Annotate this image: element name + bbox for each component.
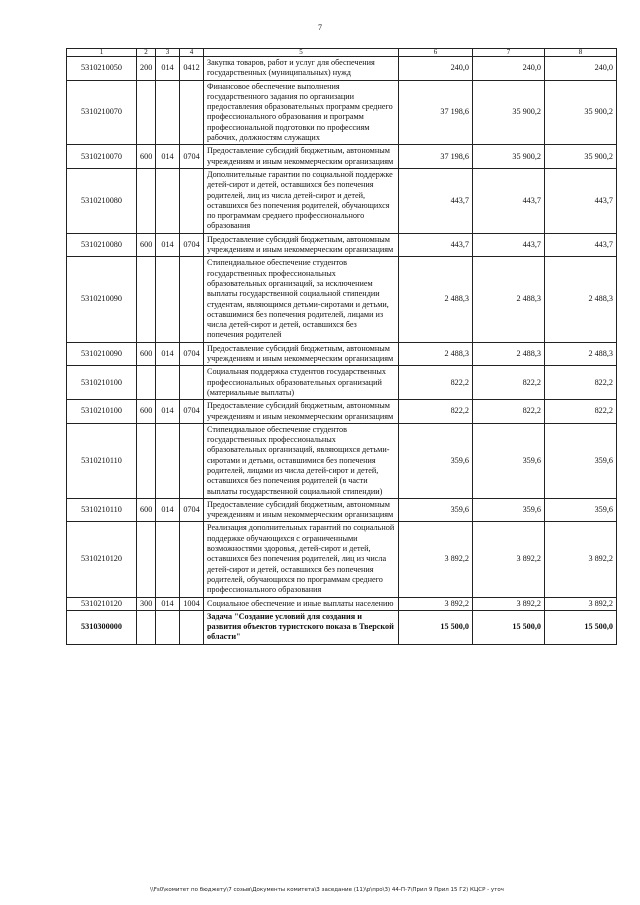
row-name: Финансовое обеспечение выполнения государственного задания по организации предоставления образовательных программ среднего профессионального образования и программ профессиональной подготовки по профессиям рабочих, должностям служащих <box>204 80 399 145</box>
row-code-2: 600 <box>137 342 156 366</box>
row-name: Предоставление субсидий бюджетным, автономным учреждениям и иным некоммерческим организациям <box>204 498 399 522</box>
row-value-8: 443,7 <box>545 168 617 233</box>
row-value-6: 443,7 <box>399 233 473 257</box>
row-code-4: 0704 <box>180 498 204 522</box>
row-value-6: 3 892,2 <box>399 597 473 610</box>
row-value-8: 15 500,0 <box>545 610 617 644</box>
row-value-7: 15 500,0 <box>473 610 545 644</box>
row-code-4 <box>180 522 204 597</box>
row-code-3: 014 <box>156 145 180 169</box>
row-code: 5310210080 <box>67 168 137 233</box>
row-code-4: 0704 <box>180 342 204 366</box>
row-value-8: 35 900,2 <box>545 145 617 169</box>
row-code-2 <box>137 366 156 400</box>
row-code-2 <box>137 80 156 145</box>
row-value-6: 37 198,6 <box>399 145 473 169</box>
table-row <box>67 233 617 257</box>
row-name: Предоставление субсидий бюджетным, автономным учреждениям и иным некоммерческим организациям <box>204 400 399 424</box>
column-header: 7 <box>473 49 545 57</box>
row-code: 5310210120 <box>67 597 137 610</box>
row-value-7: 35 900,2 <box>473 80 545 145</box>
row-value-8: 822,2 <box>545 366 617 400</box>
row-code-2: 600 <box>137 233 156 257</box>
column-header: 3 <box>156 49 180 57</box>
row-code-2 <box>137 257 156 342</box>
row-code-2: 300 <box>137 597 156 610</box>
row-code: 5310210080 <box>67 233 137 257</box>
row-value-6: 359,6 <box>399 498 473 522</box>
row-code-4: 0412 <box>180 57 204 81</box>
row-value-8: 35 900,2 <box>545 80 617 145</box>
row-value-6: 2 488,3 <box>399 257 473 342</box>
column-number-row <box>67 49 617 57</box>
file-path-footer: \\Fs0\комитет по бюджету\7 созыв\Документы комитета\3 заседание (11)\р\про\3) 44-П-7\Прил 9 Прил 15 Г2) КЦСР - уточ <box>150 887 504 893</box>
row-code: 5310210100 <box>67 366 137 400</box>
row-code-2: 200 <box>137 57 156 81</box>
table-row <box>67 168 617 233</box>
row-code-3 <box>156 80 180 145</box>
row-code: 5310210090 <box>67 342 137 366</box>
row-name: Предоставление субсидий бюджетным, автономным учреждениям и иным некоммерческим организациям <box>204 145 399 169</box>
row-value-8: 359,6 <box>545 498 617 522</box>
page-number: 7 <box>318 23 322 32</box>
table-row <box>67 366 617 400</box>
table-body <box>67 57 617 645</box>
row-value-8: 3 892,2 <box>545 522 617 597</box>
row-code-2: 600 <box>137 145 156 169</box>
row-code-2: 600 <box>137 400 156 424</box>
row-value-6: 37 198,6 <box>399 80 473 145</box>
table-row <box>67 498 617 522</box>
row-code-4: 1004 <box>180 597 204 610</box>
row-code-4: 0704 <box>180 400 204 424</box>
row-value-8: 2 488,3 <box>545 342 617 366</box>
column-header: 8 <box>545 49 617 57</box>
row-code-4 <box>180 610 204 644</box>
row-name: Закупка товаров, работ и услуг для обеспечения государственных (муниципальных) нужд <box>204 57 399 81</box>
row-value-6: 2 488,3 <box>399 342 473 366</box>
row-code-4: 0704 <box>180 145 204 169</box>
row-code-3: 014 <box>156 342 180 366</box>
column-header: 5 <box>204 49 399 57</box>
row-value-7: 822,2 <box>473 366 545 400</box>
table-row <box>67 342 617 366</box>
row-code-4 <box>180 423 204 498</box>
row-code: 5310300000 <box>67 610 137 644</box>
row-code-3: 014 <box>156 233 180 257</box>
row-value-7: 240,0 <box>473 57 545 81</box>
table-row <box>67 597 617 610</box>
row-code-3 <box>156 522 180 597</box>
row-value-7: 443,7 <box>473 168 545 233</box>
row-value-7: 3 892,2 <box>473 522 545 597</box>
row-code-3: 014 <box>156 400 180 424</box>
table-row <box>67 145 617 169</box>
row-value-7: 2 488,3 <box>473 342 545 366</box>
row-value-7: 359,6 <box>473 498 545 522</box>
row-code-4: 0704 <box>180 233 204 257</box>
row-value-6: 822,2 <box>399 366 473 400</box>
row-value-7: 822,2 <box>473 400 545 424</box>
row-value-8: 359,6 <box>545 423 617 498</box>
row-name: Стипендиальное обеспечение студентов государственных профессиональных образовательных организаций, являющихся детьми-сиротами и детьми, оставшимися без попечения родителей, лицами из числа детей-сирот и детей, оставшихся без попечения родителей (в части выплаты государственной социальной стипендии) <box>204 423 399 498</box>
row-code-3: 014 <box>156 597 180 610</box>
row-name: Задача "Создание условий для создания и развития объектов туристского показа в Тверской области" <box>204 610 399 644</box>
row-code-2 <box>137 610 156 644</box>
row-value-7: 443,7 <box>473 233 545 257</box>
row-code-4 <box>180 168 204 233</box>
row-code-2: 600 <box>137 498 156 522</box>
row-code-3 <box>156 168 180 233</box>
row-value-8: 240,0 <box>545 57 617 81</box>
table-row <box>67 57 617 81</box>
row-value-6: 15 500,0 <box>399 610 473 644</box>
row-value-7: 35 900,2 <box>473 145 545 169</box>
row-code-2 <box>137 423 156 498</box>
row-code-3: 014 <box>156 498 180 522</box>
row-name: Предоставление субсидий бюджетным, автономным учреждениям и иным некоммерческим организациям <box>204 342 399 366</box>
row-code: 5310210070 <box>67 145 137 169</box>
row-code-3 <box>156 257 180 342</box>
row-code-3 <box>156 610 180 644</box>
row-code: 5310210110 <box>67 498 137 522</box>
row-value-7: 2 488,3 <box>473 257 545 342</box>
row-name: Социальная поддержка студентов государственных профессиональных образовательных организаций (материальные выплаты) <box>204 366 399 400</box>
row-value-8: 3 892,2 <box>545 597 617 610</box>
row-value-7: 3 892,2 <box>473 597 545 610</box>
row-value-7: 359,6 <box>473 423 545 498</box>
row-name: Социальное обеспечение и иные выплаты населению <box>204 597 399 610</box>
row-value-8: 2 488,3 <box>545 257 617 342</box>
table-row <box>67 610 617 644</box>
column-header: 4 <box>180 49 204 57</box>
row-code-4 <box>180 80 204 145</box>
row-name: Предоставление субсидий бюджетным, автономным учреждениям и иным некоммерческим организациям <box>204 233 399 257</box>
row-name: Дополнительные гарантии по социальной поддержке детей-сирот и детей, оставшихся без попечения родителей, лиц из числа детей-сирот и детей, оставшихся без попечения родителей, обучающихся по программам среднего профессионального образования <box>204 168 399 233</box>
row-value-6: 3 892,2 <box>399 522 473 597</box>
table-row <box>67 423 617 498</box>
row-value-8: 822,2 <box>545 400 617 424</box>
budget-table <box>66 48 617 645</box>
row-code-4 <box>180 257 204 342</box>
table-row <box>67 80 617 145</box>
table-row <box>67 400 617 424</box>
row-code-4 <box>180 366 204 400</box>
row-code-3: 014 <box>156 57 180 81</box>
row-code-3 <box>156 423 180 498</box>
row-code: 5310210050 <box>67 57 137 81</box>
row-value-6: 240,0 <box>399 57 473 81</box>
table-row <box>67 522 617 597</box>
row-value-6: 359,6 <box>399 423 473 498</box>
column-header: 2 <box>137 49 156 57</box>
row-name: Реализация дополнительных гарантий по социальной поддержке обучающихся с ограниченными возможностями здоровья, детей-сирот и детей, оставшихся без попечения родителей, лиц из числа детей-сирот и детей, оставшихся без попечения родителей, обучающихся по программам среднего профессионального образования <box>204 522 399 597</box>
row-code: 5310210090 <box>67 257 137 342</box>
row-code-2 <box>137 522 156 597</box>
column-header: 1 <box>67 49 137 57</box>
column-header: 6 <box>399 49 473 57</box>
row-code: 5310210120 <box>67 522 137 597</box>
row-code: 5310210100 <box>67 400 137 424</box>
row-name: Стипендиальное обеспечение студентов государственных профессиональных образовательных организаций, за исключением выплаты государственной социальной стипендии студентам, являющимся детьми-сиротами и детьми, оставшимися без попечения родителей, лицами из числа детей-сирот и детей, оставшихся без попечения родителей <box>204 257 399 342</box>
row-value-6: 443,7 <box>399 168 473 233</box>
row-code: 5310210070 <box>67 80 137 145</box>
row-value-6: 822,2 <box>399 400 473 424</box>
row-code-2 <box>137 168 156 233</box>
table-row <box>67 257 617 342</box>
row-code-3 <box>156 366 180 400</box>
row-value-8: 443,7 <box>545 233 617 257</box>
row-code: 5310210110 <box>67 423 137 498</box>
